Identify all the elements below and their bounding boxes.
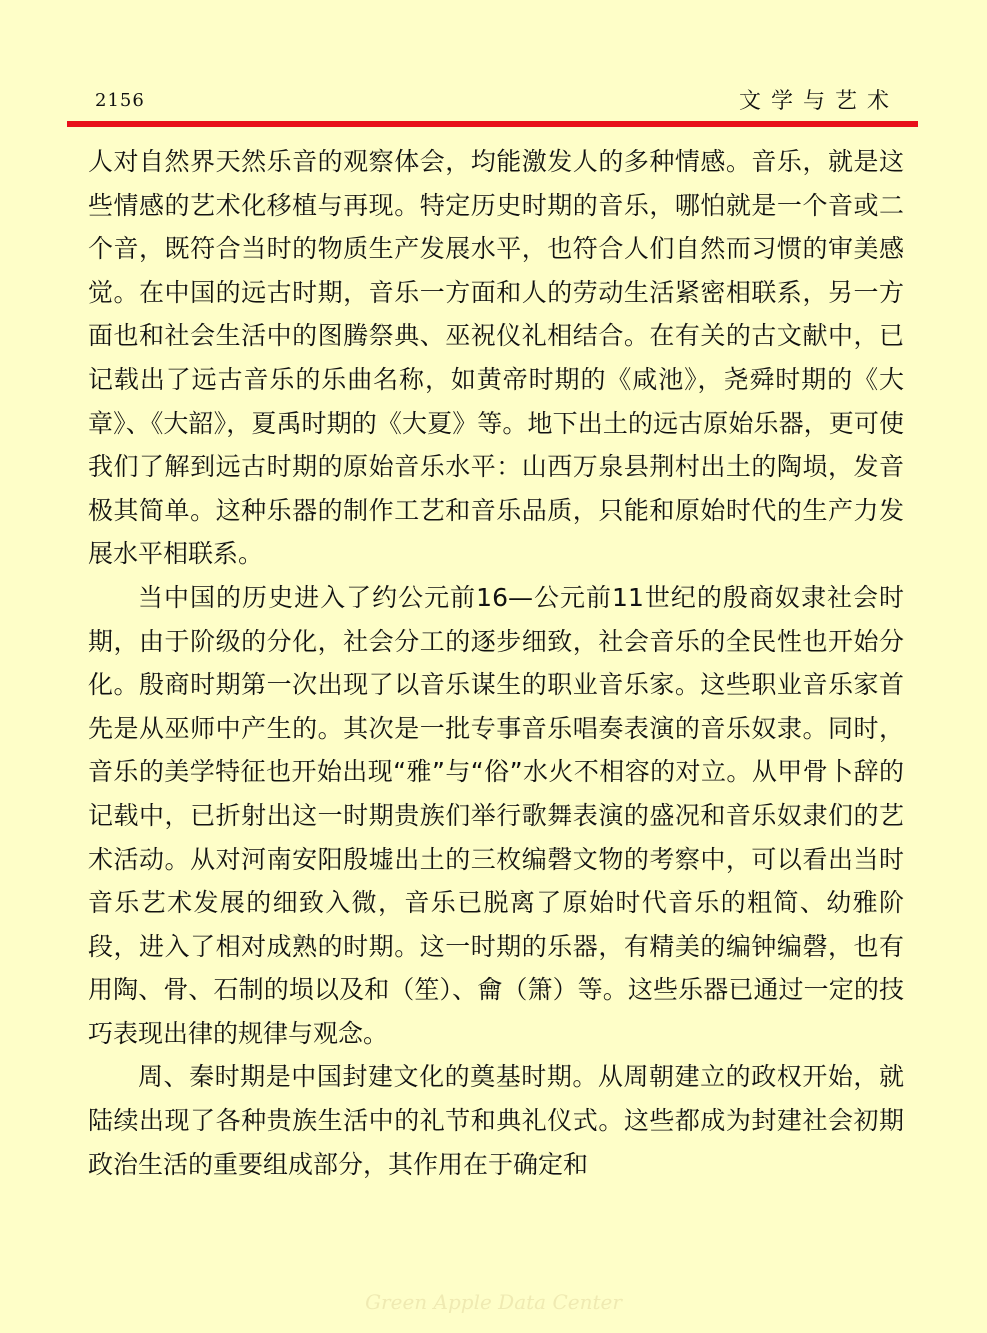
- section-title: 文学与艺术: [738, 89, 899, 114]
- page-header: [0, 0, 987, 130]
- paragraph-1: 人对自然界天然乐音的观察体会，均能激发人的多种情感。音乐，就是这些情感的艺术化移植与再现。特定历史时期的音乐，哪怕就是一个音或二个音，既符合当时的物质生产发展水平，也符合人们自然而习惯的审美感觉。在中国的远古时期，音乐一方面和人的劳动生活紧密相联系，另一方面也和社会生活中的图腾祭典、巫祝仪礼相结合。在有关的古文献中，已记载出了远古音乐的乐曲名称，如黄帝时期的《咸池》，尧舜时期的《大章》、《大韶》，夏禹时期的《大夏》等。地下出土的远古原始乐器，更可使我们了解到远古时期的原始音乐水平：山西万泉县荆村出土的陶埙，发音极其简单。这种乐器的制作工艺和音乐品质，只能和原始时代的生产力发展水平相联系。: [88, 147, 904, 569]
- paragraph-3: 周、秦时期是中国封建文化的奠基时期。从周朝建立的政权开始，就陆续出现了各种贵族生活中的礼节和典礼仪式。这些都成为封建社会初期政治生活的重要组成部分，其作用在于确定和: [88, 1062, 904, 1179]
- watermark: Green Apple Data Center: [365, 1290, 622, 1314]
- header-rule: [67, 121, 918, 127]
- page-number: 2156: [95, 90, 145, 111]
- paragraph-2: 当中国的历史进入了约公元前16—公元前11世纪的殷商奴隶社会时期，由于阶级的分化，社会分工的逐步细致，社会音乐的全民性也开始分化。殷商时期第一次出现了以音乐谋生的职业音乐家。这些职业音乐家首先是从巫师中产生的。其次是一批专事音乐唱奏表演的音乐奴隶。同时，音乐的美学特征也开始出现“雅”与“俗”水火不相容的对立。从甲骨卜辞的记载中，已折射出这一时期贵族们举行歌舞表演的盛况和音乐奴隶们的艺术活动。从对河南安阳殷墟出土的三枚编磬文物的考察中，可以看出当时音乐艺术发展的细致入微，音乐已脱离了原始时代音乐的粗简、幼雅阶段，进入了相对成熟的时期。这一时期的乐器，有精美的编钟编磬，也有用陶、骨、石制的埙以及和（笙）、龠（箫）等。这些乐器已通过一定的技巧表现出律的规律与观念。: [88, 582, 904, 1048]
- body-text: [88, 140, 904, 1186]
